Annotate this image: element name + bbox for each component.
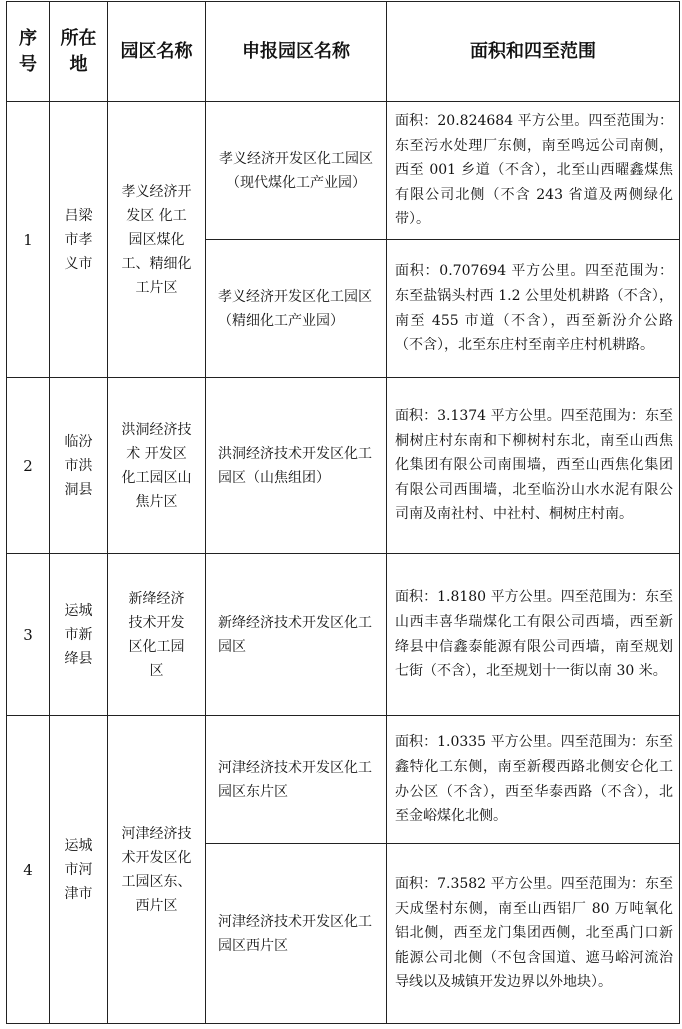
row-declared: 河津经济技术开发区化工园区西片区 [206, 844, 387, 1024]
table-row [7, 102, 680, 240]
header-declared: 申报园区名称 [206, 2, 387, 102]
row-location: 吕梁市孝义市 [50, 102, 108, 378]
row-area: 面积：3.1374 平方公里。四至范围为：东至桐树庄村东南和下柳树村东北，南至山西焦化集团有限公司南围墙，西至山西焦化集团有限公司西围墙，北至临汾山水水泥有限公司南及南社村、中社村、桐树庄村南。 [387, 378, 680, 554]
row-park: 新绛经济技术开发区化工园区 [108, 554, 206, 716]
row-seq: 2 [7, 378, 50, 554]
row-declared: 孝义经济开发区化工园区 （精细化工产业园） [206, 240, 387, 378]
row-location: 运城市河津市 [50, 716, 108, 1024]
row-seq: 3 [7, 554, 50, 716]
row-declared: 洪洞经济技术开发区化工园区（山焦组团） [206, 378, 387, 554]
row-declared: 孝义经济开发区化工园区（现代煤化工产业园） [206, 102, 387, 240]
park-table [6, 1, 680, 1024]
row-area: 面积：7.3582 平方公里。四至范围为：东至天成堡村东侧，南至山西铝厂 80 万吨氧化铝北侧，西至龙门集团西侧，北至禹门口新能源公司北侧（不包含国道、遮马峪河流治导线以及城镇开发边界以外地块）。 [387, 844, 680, 1024]
row-location: 运城市新绛县 [50, 554, 108, 716]
header-seq: 序号 [7, 2, 50, 102]
row-area: 面积：1.8180 平方公里。四至范围为：东至山西丰喜华瑞煤化工有限公司西墙，西至新绛县中信鑫泰能源有限公司西墙，南至规划七街（不含），北至规划十一街以南 30 米。 [387, 554, 680, 716]
header-location: 所在地 [50, 2, 108, 102]
row-area: 面积：1.0335 平方公里。四至范围为：东至鑫特化工东侧，南至新稷西路北侧安仑化工办公区（不含），西至华泰西路（不含），北至金峪煤化北侧。 [387, 716, 680, 844]
header-park: 园区名称 [108, 2, 206, 102]
row-area: 面积：20.824684 平方公里。四至范围为：东至污水处理厂东侧，南至鸣远公司南侧，西至 001 乡道（不含），北至山西曜鑫煤焦有限公司北侧（不含 243 省道及两侧绿化带）。 [387, 102, 680, 240]
row-seq: 4 [7, 716, 50, 1024]
row-declared: 新绛经济技术开发区化工园区 [206, 554, 387, 716]
header-row [7, 2, 680, 102]
row-seq: 1 [7, 102, 50, 378]
row-park: 孝义经济开发区 化工园区煤化工、精细化工片区 [108, 102, 206, 378]
row-declared: 河津经济技术开发区化工园区东片区 [206, 716, 387, 844]
row-park: 河津经济技术开发区化工园区东、西片区 [108, 716, 206, 1024]
header-area: 面积和四至范围 [387, 2, 680, 102]
row-park: 洪洞经济技术 开发区化工园区山焦片区 [108, 378, 206, 554]
row-area: 面积：0.707694 平方公里。四至范围为：东至盐锅头村西 1.2 公里处机耕路（不含），南至 455 市道（不含），西至新汾介公路（不含），北至东庄村至南辛庄村机耕路。 [387, 240, 680, 378]
table-row [7, 716, 680, 844]
table-row [7, 554, 680, 716]
table-row [7, 378, 680, 554]
row-location: 临汾市洪洞县 [50, 378, 108, 554]
